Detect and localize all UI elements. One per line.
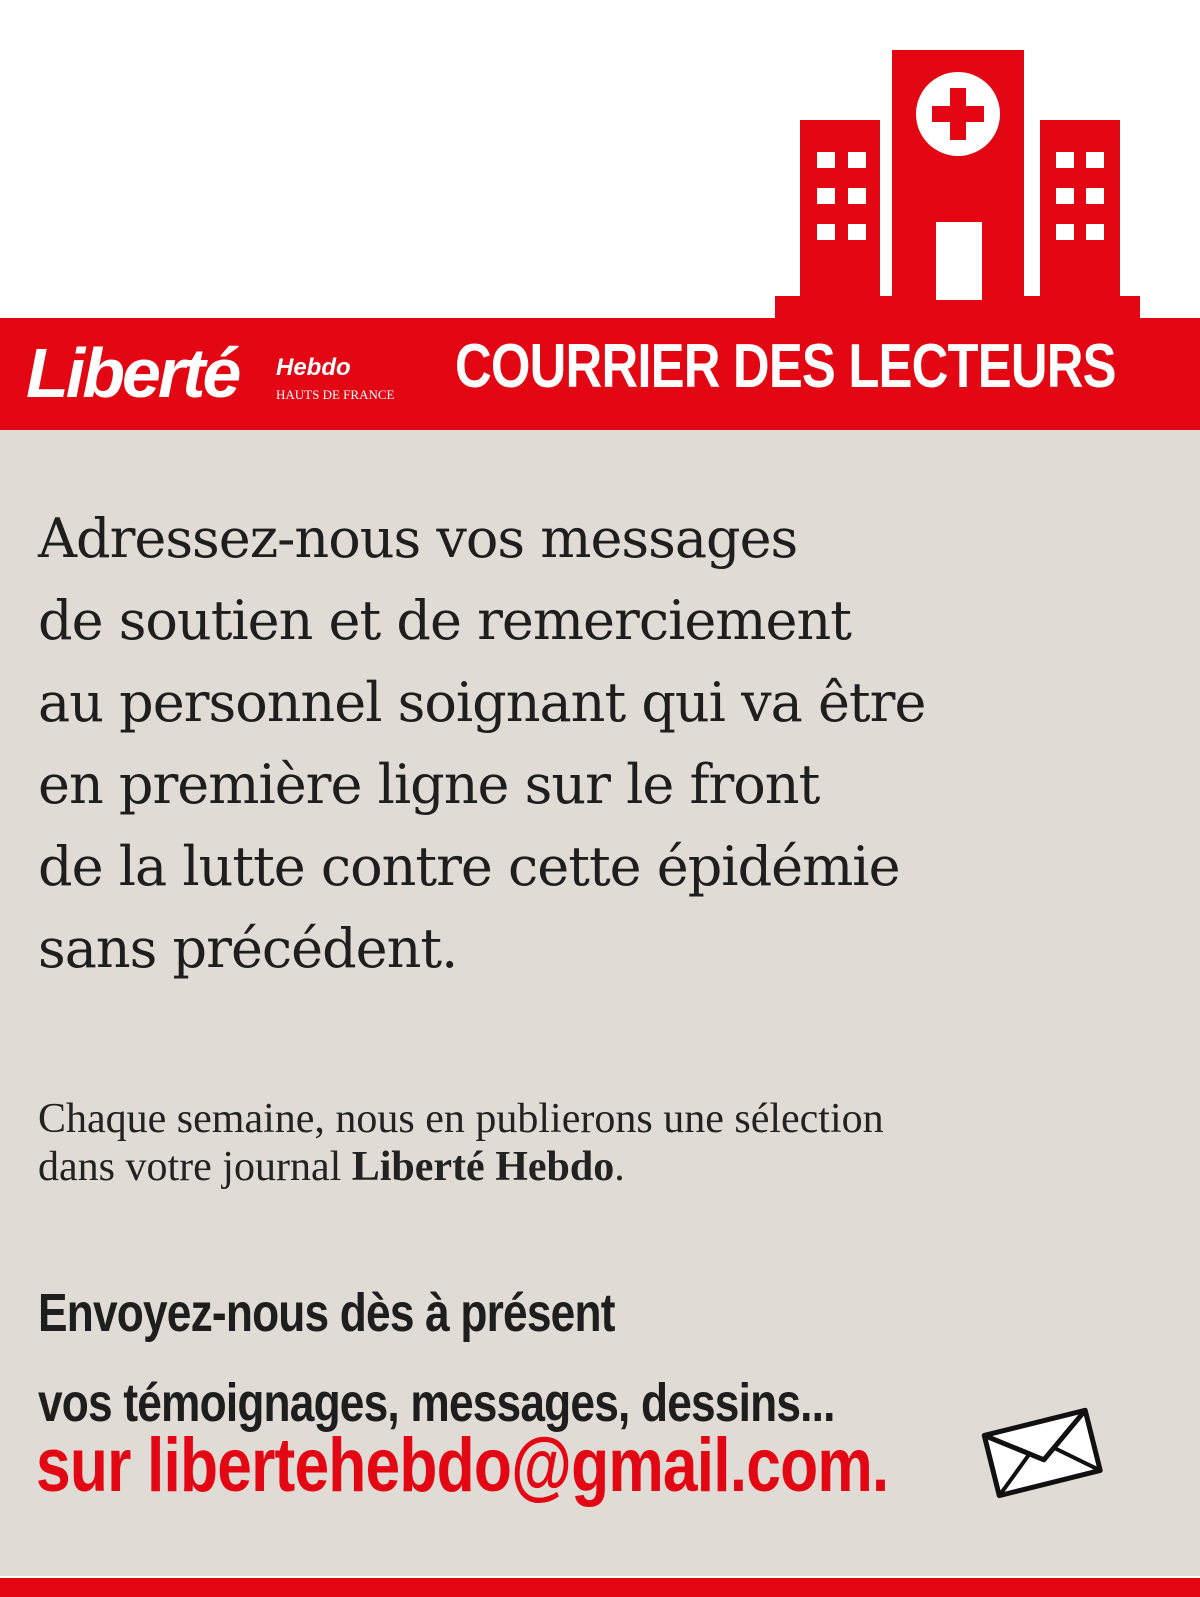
publication-note bbox=[38, 1095, 1158, 1191]
intro-line: en première ligne sur le front bbox=[38, 753, 820, 816]
note-line-2-prefix: dans votre journal bbox=[38, 1144, 352, 1190]
hospital-icon bbox=[770, 40, 1170, 330]
bottom-bar bbox=[0, 1578, 1200, 1597]
intro-text bbox=[38, 498, 1158, 990]
header-banner bbox=[0, 318, 1200, 430]
envelope-icon bbox=[980, 1400, 1105, 1505]
cta-line-2: vos témoignages, messages, dessins... bbox=[38, 1373, 835, 1433]
intro-line: Adressez-nous vos messages bbox=[38, 507, 798, 570]
note-line-2 bbox=[38, 1143, 1158, 1191]
content-panel bbox=[0, 430, 1200, 1576]
logo-hebdo: Hebdo bbox=[276, 354, 351, 381]
call-to-action bbox=[38, 1268, 858, 1448]
cta-line-1: Envoyez-nous dès à présent bbox=[38, 1283, 615, 1343]
logo-region: HAUTS DE FRANCE bbox=[276, 387, 395, 402]
journal-name: Liberté Hebdo bbox=[351, 1144, 615, 1190]
intro-line: sans précédent. bbox=[38, 917, 458, 980]
intro-line: de soutien et de remerciement bbox=[38, 589, 851, 652]
note-line-1: Chaque semaine, nous en publierons une sélection bbox=[38, 1096, 884, 1142]
email-address[interactable]: sur libertehebdo@gmail.com. bbox=[36, 1423, 889, 1508]
note-line-2-suffix: . bbox=[614, 1144, 625, 1190]
intro-line: de la lutte contre cette épidémie bbox=[38, 835, 900, 898]
intro-line: au personnel soignant qui va être bbox=[38, 671, 926, 734]
logo-liberte: Liberté bbox=[26, 334, 239, 412]
page-title: COURRIER DES LECTEURS bbox=[455, 332, 1116, 401]
